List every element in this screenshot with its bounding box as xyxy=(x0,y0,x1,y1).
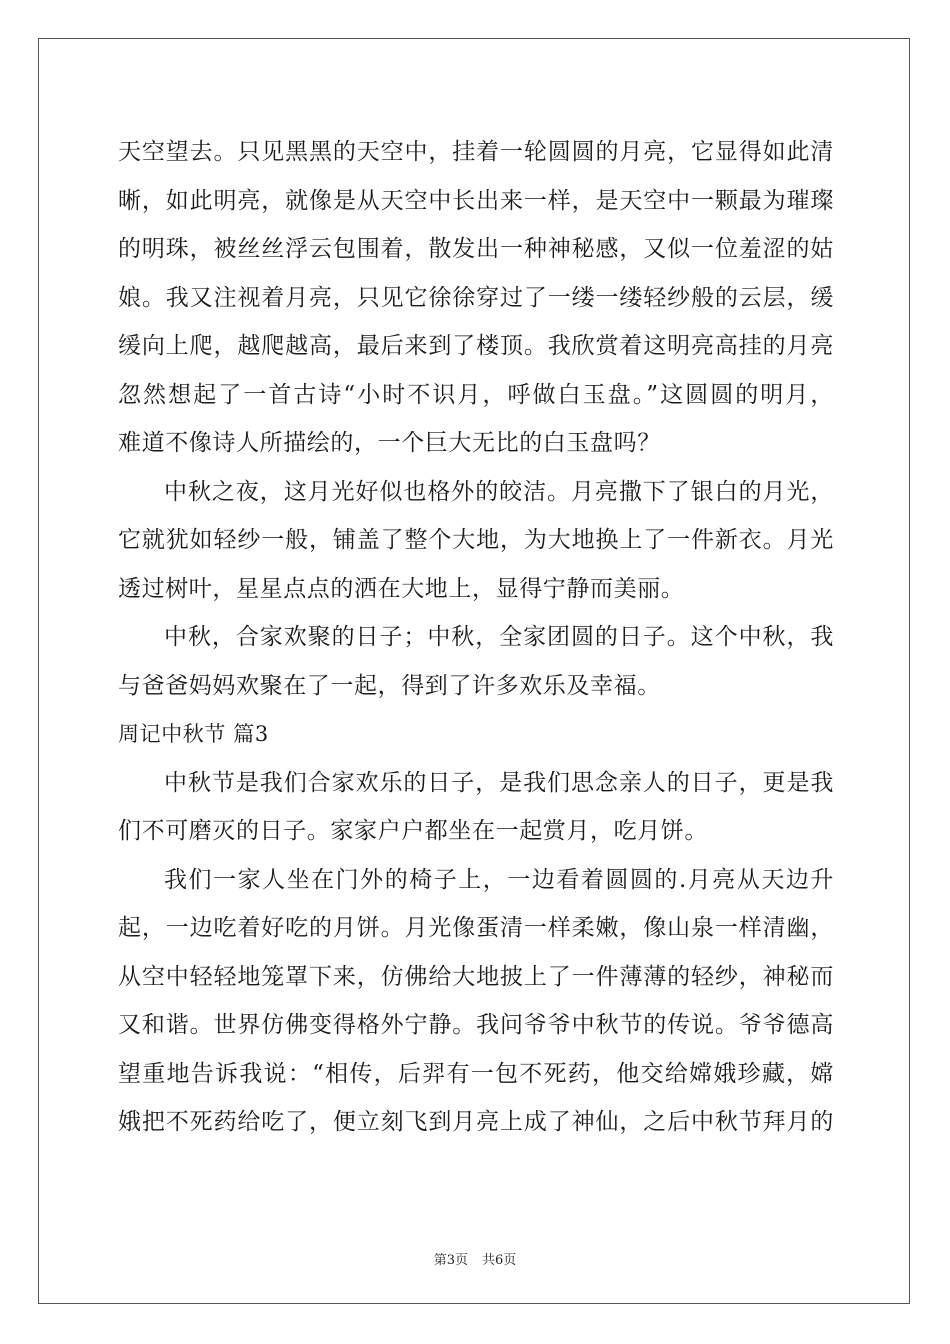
page-footer xyxy=(0,1249,950,1268)
text-line: 它就犹如轻纱一般，铺盖了整个大地，为大地换上了一件新衣。月光 xyxy=(118,527,834,553)
text-line: 晰，如此明亮，就像是从天空中长出来一样，是天空中一颗最为璀璨 xyxy=(118,187,834,214)
text-line: 望重地告诉我说：“相传，后羿有一包不死药，他交给嫦娥珍藏，嫦 xyxy=(118,1060,834,1087)
text-line: 缓向上爬，越爬越高，最后来到了楼顶。我欣赏着这明亮高挂的月亮 xyxy=(118,333,834,359)
section-heading: 周记中秋节 篇3 xyxy=(118,722,269,746)
text-line: 娥把不死药给吃了，便立刻飞到月亮上成了神仙，之后中秋节拜月的 xyxy=(118,1109,834,1135)
paragraph-first-line: 中秋节是我们合家欢乐的日子，是我们思念亲人的日子，更是我 xyxy=(164,769,834,796)
page-number: 第3页 xyxy=(433,1253,468,1268)
paragraph-first-line: 中秋之夜，这月光好似也格外的皎洁。月亮撒下了银白的月光， xyxy=(164,478,834,505)
page-total: 共6页 xyxy=(482,1253,517,1268)
text-line: 的明珠，被丝丝浮云包围着，散发出一种神秘感，又似一位羞涩的姑 xyxy=(118,236,834,262)
text-line: 与爸爸妈妈欢聚在了一起，得到了许多欢乐及幸福。 xyxy=(118,672,661,699)
text-line: 又和谐。世界仿佛变得格外宁静。我问爷爷中秋节的传说。爷爷德高 xyxy=(118,1012,834,1038)
text-line: 娘。我又注视着月亮，只见它徐徐穿过了一缕一缕轻纱般的云层，缓 xyxy=(118,284,834,311)
text-line: 从空中轻轻地笼罩下来，仿佛给大地披上了一件薄薄的轻纱，神秘而 xyxy=(118,963,834,990)
text-line: 起，一边吃着好吃的月饼。月光像蛋清一样柔嫩，像山泉一样清幽， xyxy=(118,915,834,941)
document-body xyxy=(118,128,834,1147)
text-line: 透过树叶，星星点点的洒在大地上，显得宁静而美丽。 xyxy=(118,575,685,602)
paragraph-first-line: 我们一家人坐在门外的椅子上，一边看着圆圆的.月亮从天边升 xyxy=(164,866,834,893)
text-line: 忽然想起了一首古诗“小时不识月，呼做白玉盘。”这圆圆的明月， xyxy=(118,381,834,408)
paragraph-first-line: 中秋，合家欢聚的日子；中秋，全家团圆的日子。这个中秋，我 xyxy=(164,624,834,650)
text-line: 难道不像诗人所描绘的，一个巨大无比的白玉盘吗？ xyxy=(118,430,661,456)
text-line: 天空望去。只见黑黑的天空中，挂着一轮圆圆的月亮，它显得如此清 xyxy=(118,139,834,165)
text-line: 们不可磨灭的日子。家家户户都坐在一起赏月，吃月饼。 xyxy=(118,818,708,844)
